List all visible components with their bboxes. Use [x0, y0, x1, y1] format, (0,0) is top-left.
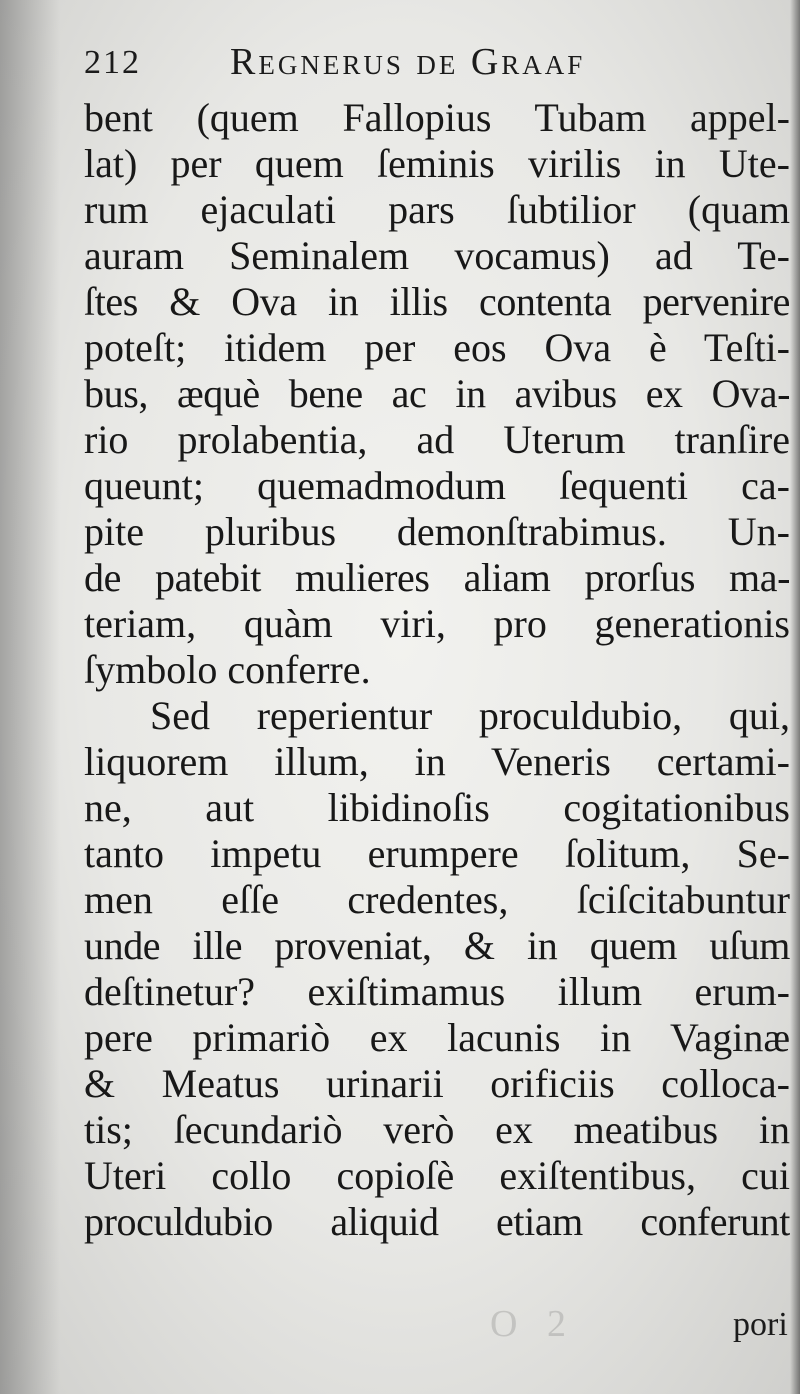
text-line: lat) per quem ſeminis virilis in Ute-: [84, 141, 790, 186]
text-line: queunt; quemadmodum ſequenti ca-: [84, 463, 790, 508]
text-line: Sed reperientur proculdubio, qui,: [150, 693, 790, 738]
text-line: pite pluribus demonſtrabimus. Un-: [84, 509, 790, 554]
text-line: de patebit mulieres aliam prorſus ma-: [84, 555, 790, 600]
text-line: bus, æquè bene ac in avibus ex Ova-: [84, 371, 790, 416]
text-line: & Meatus urinarii orificiis colloca-: [84, 1061, 790, 1106]
text-line: tis; ſecundariò verò ex meatibus in: [84, 1107, 790, 1152]
text-line: rum ejaculati pars ſubtilior (quam: [84, 187, 790, 232]
page-header: [84, 34, 784, 90]
text-line: ſymbolo conferre.: [84, 647, 371, 692]
text-line: deſtinetur? exiſtimamus illum erum-: [84, 969, 790, 1014]
text-line: ne, aut libidinoſis cogitationibus: [84, 785, 790, 830]
text-line: proculdubio aliquid etiam conferunt: [84, 1199, 790, 1244]
signature-mark: O 2: [490, 1303, 576, 1345]
text-line: men eſſe credentes, ſciſcitabuntur: [84, 877, 790, 922]
text-line: auram Seminalem vocamus) ad Te-: [84, 233, 790, 278]
text-line: liquorem illum, in Veneris certami-: [84, 739, 790, 784]
text-line: pere primariò ex lacunis in Vaginæ: [84, 1015, 790, 1060]
gutter-shadow: [0, 0, 60, 1394]
text-line: bent (quem Fallopius Tubam appel-: [84, 95, 790, 140]
text-line: teriam, quàm viri, pro generationis: [84, 601, 790, 646]
running-title: Regnerus de Graaf: [230, 41, 586, 83]
text-line: poteſt; itidem per eos Ova è Teſti-: [84, 325, 790, 370]
text-line: ſtes & Ova in illis contenta pervenire: [84, 279, 790, 324]
text-line: Uteri collo copioſè exiſtentibus, cui: [84, 1153, 790, 1198]
text-line: tanto impetu erumpere ſolitum, Se-: [84, 831, 790, 876]
text-line: unde ille proveniat, & in quem uſum: [84, 923, 790, 968]
page-edge-shadow: [790, 0, 800, 1394]
page-number: 212: [84, 44, 141, 81]
catchword: pori: [733, 1306, 788, 1343]
text-line: rio prolabentia, ad Uterum tranſire: [84, 417, 790, 462]
body-text: [84, 95, 790, 1245]
